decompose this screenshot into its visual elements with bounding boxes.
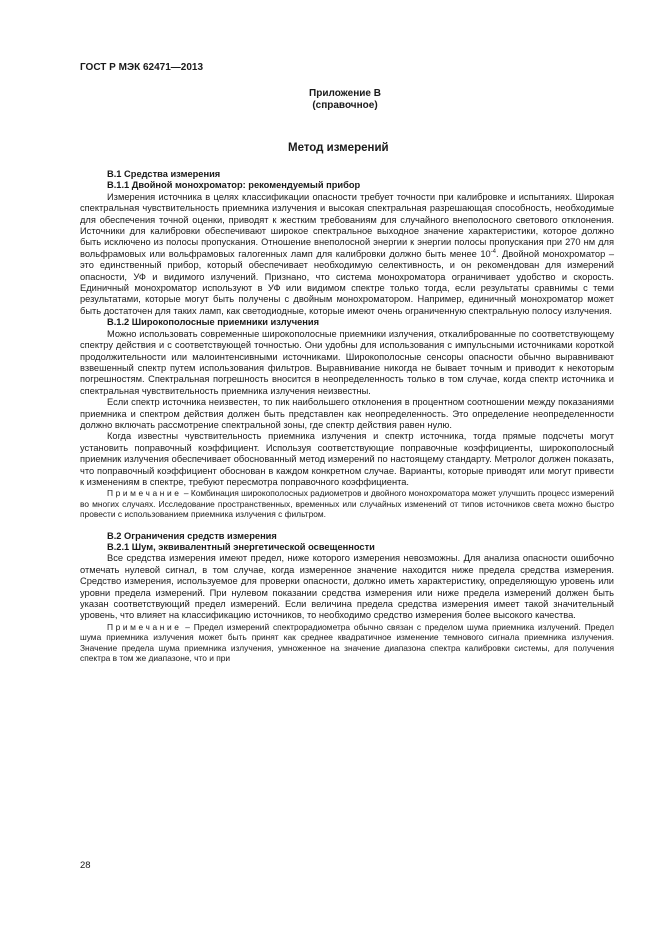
note-b2-1 xyxy=(80,622,614,664)
paragraph-b1-2-1: Можно использовать современные широкополосные приемники излучения, откалиброванные по соответствующему спектру действия и с соответствующей точностью. Они удобны для использования с импульсными источниками короткой продолжительности или малоинтенсивными источниками. Широкополосные сенсоры опасности обычно выравнивают взвешенный спектр путем использования фильтров. Выравнивание никогда не бывает точным и приводит к некоторым погрешностям. Спектральная погрешность вносится в неопределенность только в том случае, когда спектр источника и спектральная чувствительность приемника излучения неизвестны. xyxy=(80,328,614,396)
appendix-subtitle: (справочное) xyxy=(312,100,378,111)
paragraph-b1-2-2: Если спектр источника неизвестен, то пик наибольшего отклонения в процентном соотношении между показаниями приемника и спектром действия должен быть представлен как неопределенность. Это определение неопределенности должно включать рассмотрение спектральной зоны, где спектр действия равен нулю. xyxy=(80,397,614,430)
note-text: – Предел измерений спектрорадиометра обычно связан с пределом шума приемника излучений. Предел шума приемника излучения может быть принят как среднее квадратичное изменение темнового сигнала приемника излучения. Значение предела шума приемника излучения, умноженное на значение диапазона спектра калибровки системы, для получения спектра в том же диапазоне, что и при xyxy=(80,621,614,664)
note-label: Примечание xyxy=(107,488,182,499)
section-title: Метод измерений xyxy=(288,142,389,154)
heading-b2-1: В.2.1 Шум, эквивалентный энергетической освещенности xyxy=(107,542,375,552)
heading-b2: В.2 Ограничения средств измерения xyxy=(107,530,277,541)
standard-header: ГОСТ Р МЭК 62471—2013 xyxy=(80,62,204,73)
paragraph-b1-1 xyxy=(80,192,614,317)
note-text: – Комбинация широкополосных радиометров и двойного монохроматора может улучшить процесс измерений во многих случаях. Исследование пространственных, временных или случайных изменений от типов источников света можно быстро провести с использованием приемника излучения с фильтром. xyxy=(80,488,614,520)
paragraph-b1-1-part-b: . Двойной монохроматор – это единственный прибор, который обеспечивает необходимую селективность, и он рекомендован для измерений опасности, УФ и видимого излучений. Признано, что система монохроматора ограничивает удобство и скорость. Единичный монохроматор используют в УФ или видимом спектре только тогда, если результаты сравнимы с теми результатами, которые могут быть получены с двойным монохроматором. Например, единичный монохроматор может быть достаточен для таких ламп, как светодиодные, которые имеют очень ограниченную спектральную полосу излучения. xyxy=(80,248,614,316)
section-gap xyxy=(80,520,614,531)
paragraph-b1-2-3: Когда известны чувствительность приемника излучения и спектр источника, тогда прямые подсчеты могут установить поправочный коэффициент. Используя соответствующие поправочные коэффициенты, широкополосный приемник излучения обеспечивает обоснованный метод измерений по настоящему стандарту. Метролог должен показать, что поправочный коэффициент обоснован в каждом конкретном случае. Варианты, которые приводят или могут привести к изменениям в спектре, требуют пересмотра поправочного коэффициента. xyxy=(80,431,614,487)
document-body xyxy=(80,169,614,663)
heading-b1-2: В.1.2 Широкополосные приемники излучения xyxy=(107,317,320,328)
appendix-title: Приложение В xyxy=(309,88,381,99)
exponent: -4 xyxy=(490,248,497,255)
note-label: Примечание xyxy=(107,621,182,632)
heading-b1-1: В.1.1 Двойной монохроматор: рекомендуемый прибор xyxy=(107,180,361,191)
paragraph-b2-1: Все средства измерения имеют предел, ниже которого измерения невозможны. Для анализа опасности ошибочно отмечать нулевой сигнал, в том случае, когда измеренное значение находится ниже предела средства измерения. Средство измерения, используемое для проверки опасности, должно иметь характеристику, определяющую уровень или уровни предела измерений. При нулевом показании средства измерения или ниже предела измерений должен быть указан соответствующий предел измерений. Если величина предела средства измерения имеет такой значительный уровень, что влияет на классификацию источников, то необходимо средство измерения более высокого качества. xyxy=(80,553,614,621)
paragraph-b1-1-part-a: Измерения источника в целях классификации опасности требует точности при калибровке и испытаниях. Широкая спектральная чувствительность приемника излучения и высокая спектральная разрешающая способность, необходимые для обеспечения точной оценки, приводят к жестким требованиям для случайного внеполосного светового отклонения. Источники для калибровки обеспечивают широкое спектральное выходное значение характеристики, которое должно быть исключено из полосы пропускания. Отношение внеполосной энергии к энергии полосы пропускания при 270 нм для вольфрамовых или вольфрамовых галогенных ламп для калибровки должно быть менее 10 xyxy=(80,191,614,259)
note-b1-2 xyxy=(80,488,614,519)
heading-b1: В.1 Средства измерения xyxy=(107,169,221,179)
page-number: 28 xyxy=(80,860,91,871)
appendix-heading xyxy=(305,88,385,112)
